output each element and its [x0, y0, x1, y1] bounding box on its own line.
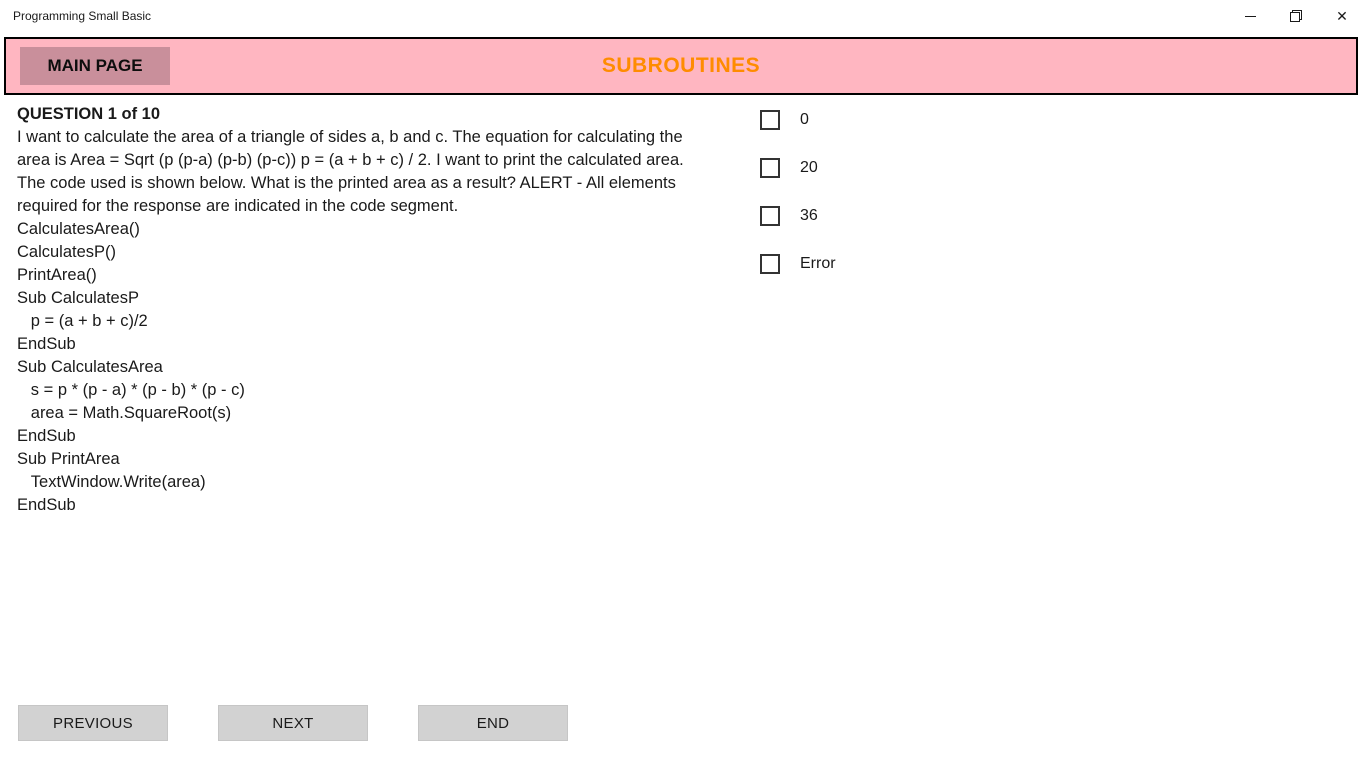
minimize-button[interactable] — [1227, 0, 1273, 32]
code-line: CalculatesArea() — [17, 220, 140, 238]
code-line: p = (a + b + c)/2 — [17, 312, 148, 330]
minimize-icon — [1245, 16, 1256, 17]
answer-option-label: 0 — [800, 110, 809, 128]
main-page-button[interactable]: MAIN PAGE — [20, 47, 170, 85]
answer-option-row — [760, 157, 836, 178]
code-line: CalculatesP() — [17, 243, 117, 261]
code-line: EndSub — [17, 335, 76, 353]
answer-checkbox[interactable] — [760, 158, 780, 178]
question-text: I want to calculate the area of a triangle of sides a, b and c. The equation for calculating the area is Area = Sqrt (p (p-a) (p-b) (p-c)) p = (a + b + c) / 2. I want to print the calculated area. The code used is shown below. What is the printed area as a result? ALERT - All elements required for the response are indicated in the code segment. — [17, 128, 684, 215]
close-button[interactable] — [1319, 0, 1365, 32]
code-line: area = Math.SquareRoot(s) — [17, 404, 232, 422]
header-bar — [4, 37, 1358, 95]
code-line: EndSub — [17, 427, 76, 445]
question-heading: QUESTION 1 of 10 — [17, 105, 161, 123]
code-line: s = p * (p - a) * (p - b) * (p - c) — [17, 381, 245, 399]
window-title: Programming Small Basic — [13, 9, 152, 23]
answer-option-row — [760, 109, 836, 130]
answer-option-label: 20 — [800, 158, 818, 176]
next-button[interactable]: NEXT — [218, 705, 368, 741]
code-segment — [17, 218, 714, 517]
restore-icon — [1290, 10, 1302, 22]
answer-option-row — [760, 205, 836, 226]
answer-option-label: Error — [800, 254, 836, 272]
previous-button[interactable]: PREVIOUS — [18, 705, 168, 741]
end-button[interactable]: END — [418, 705, 568, 741]
code-line: Sub CalculatesArea — [17, 358, 163, 376]
code-line: PrintArea() — [17, 266, 97, 284]
titlebar — [0, 0, 1365, 32]
answer-option-label: 36 — [800, 206, 818, 224]
answer-checkbox[interactable] — [760, 254, 780, 274]
answer-options — [760, 109, 836, 274]
answer-checkbox[interactable] — [760, 206, 780, 226]
answer-option-row — [760, 253, 836, 274]
restore-button[interactable] — [1273, 0, 1319, 32]
answer-checkbox[interactable] — [760, 110, 780, 130]
question-section — [17, 103, 714, 517]
code-line: TextWindow.Write(area) — [17, 473, 206, 491]
window-controls — [1227, 0, 1365, 32]
code-line: Sub CalculatesP — [17, 289, 139, 307]
code-line: Sub PrintArea — [17, 450, 120, 468]
page-title: SUBROUTINES — [601, 54, 761, 77]
close-icon: ✕ — [1336, 8, 1348, 24]
code-line: EndSub — [17, 496, 76, 514]
